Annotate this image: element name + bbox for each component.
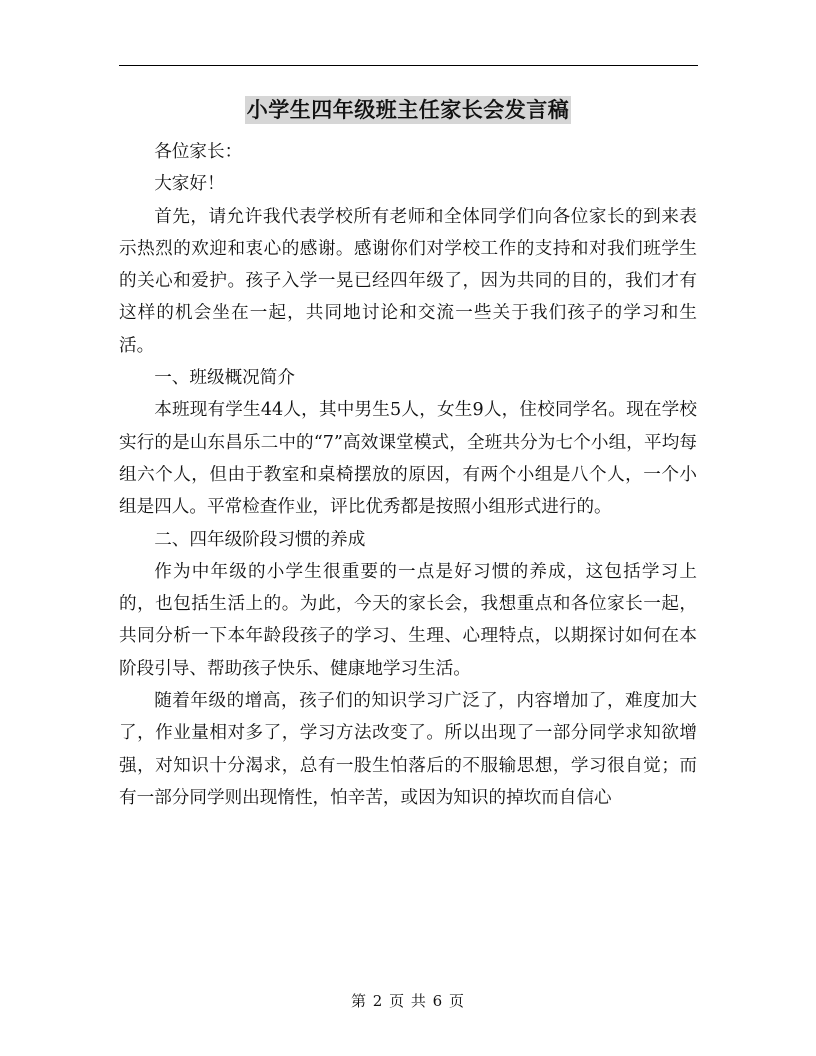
document-title: [0, 96, 816, 126]
greeting: 大家好！: [154, 174, 225, 195]
section-heading-habits: 二、四年级阶段习惯的养成: [154, 529, 366, 550]
document-title-text: 小学生四年级班主任家长会发言稿: [246, 97, 570, 122]
header-rule: [119, 65, 698, 66]
salutation: 各位家长：: [154, 142, 243, 162]
document-body: [119, 136, 697, 814]
page-number: 第 2 页 共 6 页: [351, 992, 465, 1010]
paragraph-intro: 首先，请允许我代表学校所有老师和全体同学们向各位家长的到来表示热烈的欢迎和衷心的感谢。感谢你们对学校工作的支持和对我们班学生的关心和爱护。孩子入学一晃已经四年级了，因为共同的目的，我们才有这样的机会坐在一起，共同地讨论和交流一些关于我们孩子的学习和生活。: [119, 206, 697, 356]
section-heading-class-overview: 一、班级概况简介: [154, 368, 295, 389]
paragraph-class-overview: 本班现有学生44人，其中男生5人，女生9人，住校同学名。现在学校实行的是山东昌乐二中的“7”高效课堂模式，全班共分为七个小组，平均每组六个人，但由于教室和桌椅摆放的原因，有两个小组是八个人，一个小组是四人。平常检查作业，评比优秀都是按照小组形式进行的。: [119, 400, 697, 518]
paragraph-grade-growth: 随着年级的增高，孩子们的知识学习广泛了，内容增加了，难度加大了，作业量相对多了，学习方法改变了。所以出现了一部分同学求知欲增强，对知识十分渴求，总有一股生怕落后的不服输思想，学习很自觉；而有一部分同学则出现惰性，怕辛苦，或因为知识的掉坎而自信心: [119, 691, 697, 808]
paragraph-habits: 作为中年级的小学生很重要的一点是好习惯的养成，这包括学习上的，也包括生活上的。为此，今天的家长会，我想重点和各位家长一起，共同分析一下本年龄段孩子的学习、生理、心理特点，以期探讨如何在本阶段引导、帮助孩子快乐、健康地学习生活。: [119, 561, 697, 679]
